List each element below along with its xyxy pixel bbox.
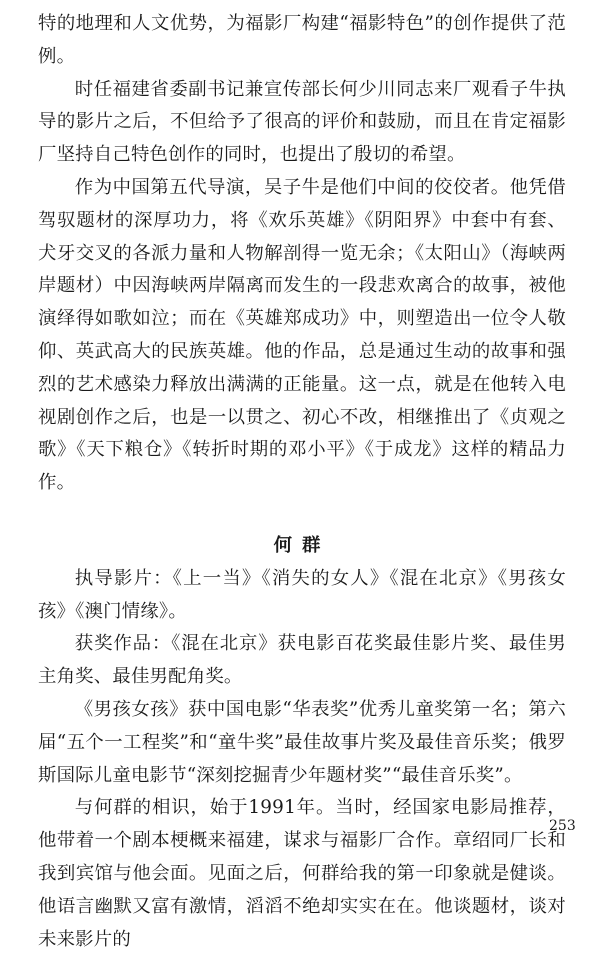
paragraph-acquaintance: 与何群的相识，始于1991年。当时，经国家电影局推荐，他带着一个剧本梗概来福建，谋求与福影厂合作。章绍同厂长和我到宾馆与他会面。见面之后，何群给我的第一印象就是健谈。他语言幽默又富有激情，滔滔不绝却实实在在。他谈题材，谈对未来影片的 <box>38 797 566 950</box>
paragraph-continuation: 特的地理和人文优势，为福影厂构建“福影特色”的创作提供了范例。 <box>38 13 566 67</box>
paragraph-directed-films: 执导影片：《上一当》《消失的女人》《混在北京》《男孩女孩》《澳门情缘》。 <box>38 567 566 622</box>
section-heading: 何群 <box>273 534 331 556</box>
paragraph-awards: 获奖作品：《混在北京》获电影百花奖最佳影片奖、最佳男主角奖、最佳男配角奖。 <box>38 633 566 688</box>
page-body <box>38 8 566 956</box>
paragraph-he-shaochuan: 时任福建省委副书记兼宣传部长何少川同志来厂观看子牛执导的影片之后，不但给予了很高的评价和鼓励，而且在肯定福影厂坚持自己特色创作的同时，也提出了殷切的希望。 <box>38 78 566 166</box>
paragraph-wu-ziniu: 作为中国第五代导演，吴子牛是他们中间的佼佼者。他凭借驾驭题材的深厚功力，将《欢乐英雄》《阴阳界》中套中有套、犬牙交叉的各派力量和人物解剖得一览无余；《太阳山》（海峡两岸题材）中因海峡两岸隔离而发生的一段悲欢离合的故事，被他演绎得如歌如泣；而在《英雄郑成功》中，则塑造出一位令人敬仰、英武高大的民族英雄。他的作品，总是通过生动的故事和强烈的艺术感染力释放出满满的正能量。这一点，就是在他转入电视剧创作之后，也是一以贯之、初心不改，相继推出了《贞观之歌》《天下粮仓》《转折时期的邓小平》《于成龙》这样的精品力作。 <box>38 176 566 494</box>
paragraph-boy-girl-awards: 《男孩女孩》获中国电影“华表奖”优秀儿童奖第一名；第六届“五个一工程奖”和“童牛奖”最佳故事片奖及最佳音乐奖；俄罗斯国际儿童电影节“深刻挖掘青少年题材奖”“最佳音乐奖”。 <box>38 698 566 786</box>
page-number: 253 <box>549 818 576 834</box>
